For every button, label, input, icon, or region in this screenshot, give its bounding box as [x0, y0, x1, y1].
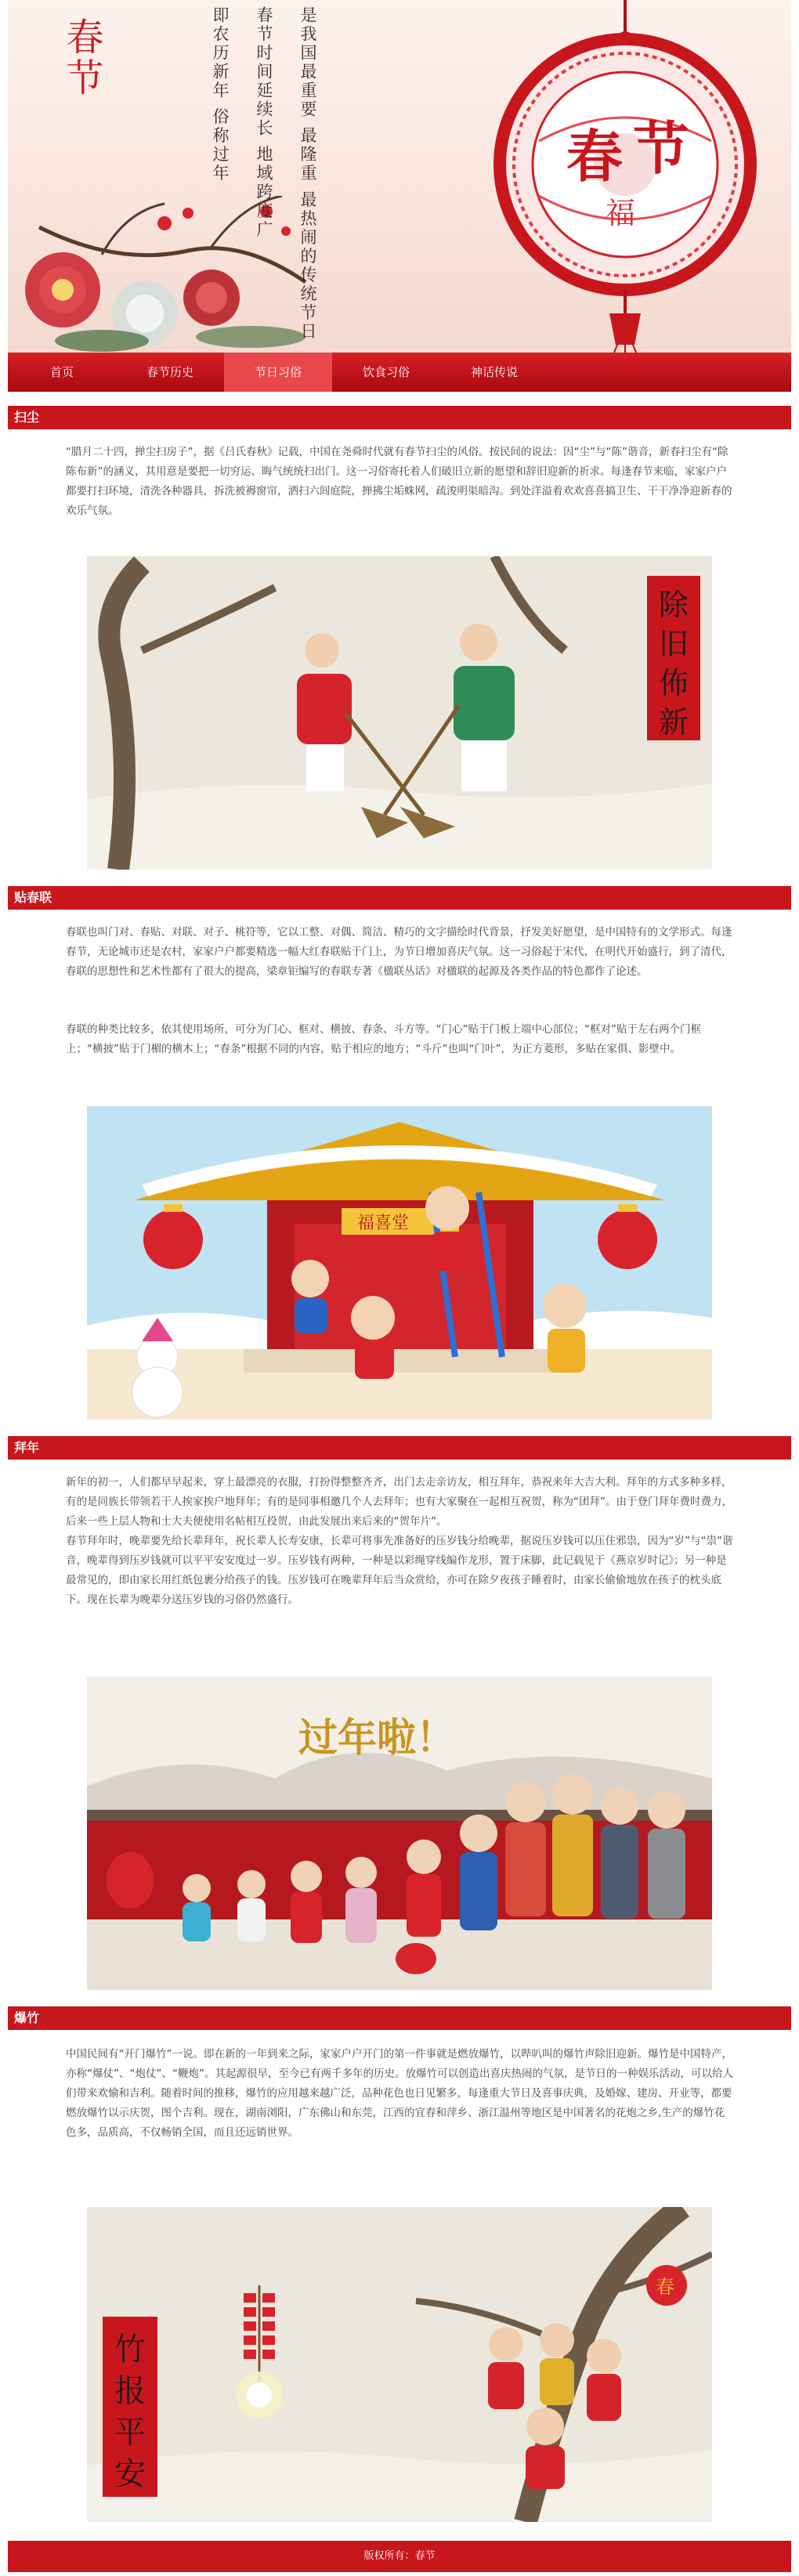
nav-item-food[interactable]: 饮食习俗	[362, 365, 410, 379]
section-paragraph: 新年的初一，人们都早早起来，穿上最漂亮的衣服，打扮得整整齐齐，出门去走亲访友，相互拜年，恭祝来年大吉大利。拜年的方式多种多样，有的是同族长带领若干人挨家挨户地拜年；有的是同事相邀几个人去拜年；也有大家聚在一起相互祝贺，称为“团拜”。由于登门拜年费时费力，后来一些上层人物和士大夫便使用名帖相互投贺，由此发展出来后来的“贺年片”。	[66, 1476, 732, 1528]
sweeping-illustration	[87, 556, 712, 870]
couplet-char: 报	[114, 2373, 146, 2409]
nav-item-legends[interactable]: 神话传说	[470, 365, 518, 379]
banner-text: 过年啦！	[298, 1714, 455, 1760]
section-title-sweeping: 扫尘	[8, 406, 791, 429]
section-paragraph: 春节拜年时，晚辈要先给长辈拜年，祝长辈人长寿安康，长辈可将事先准备好的压岁钱分给晚辈，据说压岁钱可以压住邪祟，因为“岁”与“祟”谐音，晚辈得到压岁钱就可以平平安安度过一岁。压岁钱有两种，一种是以彩绳穿线编作龙形，置于床脚，此记载见于《燕京岁时记》；另一种是最常见的，即由家长用红纸包裹分给孩子的钱。压岁钱可在晚辈拜年后当众赏给，亦可在除夕夜孩子睡着时，由家长偷偷地放在孩子的枕头底下。现在长辈为晚辈分送压岁钱的习俗仍然盛行。	[66, 1535, 733, 1606]
couplet-char: 新	[659, 705, 689, 740]
section-paragraph: “腊月二十四，掸尘扫房子”，据《吕氏春秋》记载，中国在尧舜时代就有春节扫尘的风俗。按民间的说法：因“尘”与“陈”谐音，新春扫尘有“除陈布新”的涵义，其用意是要把一切穷运、晦气统统扫出门。这一习俗寄托着人们破旧立新的愿望和辞旧迎新的祈求。每逢春节来临，家家户户都要打扫环境，清洗各种器具，拆洗被褥窗帘，洒扫六闾庭院，掸拂尘垢蛛网，疏浚明渠暗沟。到处洋溢着欢欢喜喜搞卫生、干干净净迎新春的欢乐气氛。	[66, 446, 732, 517]
section-paragraph: 中国民间有“开门爆竹”一说。即在新的一年到来之际，家家户户开门的第一件事就是燃放爆竹，以哔叭叫的爆竹声除旧迎新。爆竹是中国特产，亦称“爆仗”、“炮仗”、“鞭炮”。其起源很早，至今已有两千多年的历史。放爆竹可以创造出喜庆热闹的气氛，是节日的一种娱乐活动，可以给人们带来欢愉和吉利。随着时间的推移，爆竹的应用越来越广泛，品种花色也日见繁多，每逢重大节日及喜事庆典，及婚嫁、建房、开业等，都要燃放爆竹以示庆贺，图个吉利。现在，湖南浏阳，广东佛山和东莞，江西的宜春和萍乡、浙江温州等地区是中国著名的花炮之乡,生产的爆竹花色多，品质高，不仅畅销全国，而且还远销世界。	[66, 2048, 733, 2139]
site-title: 春节	[60, 17, 103, 99]
section-title-new-year-greetings: 拜年	[8, 1436, 791, 1460]
section-paragraph: 春联的种类比较多，依其使用场所，可分为门心、框对、横披、春条、斗方等。“门心”贴于门板上端中心部位；“框对”贴于左右两个门框上；“横披”贴于门楣的横木上；“春条”根据不同的内容，贴于相应的地方；“斗斤”也叫“门叶”，为正方菱形，多贴在家俱、影壁中。	[66, 1023, 701, 1055]
intro-column-2: 春节时间延续长 地域跨度广	[255, 6, 273, 240]
couplet-char: 平	[114, 2415, 146, 2451]
lantern-char: 春	[656, 2276, 674, 2298]
new-year-greeting-illustration	[87, 1677, 712, 1990]
site-footer: 版权所有：春节	[8, 2541, 791, 2572]
section-title-firecrackers: 爆竹	[8, 2006, 791, 2030]
couplet-char: 除	[659, 588, 689, 622]
lantern-char-jie: 节	[633, 115, 690, 182]
section-title-couplets: 贴春联	[8, 886, 791, 910]
nav-item-customs[interactable]: 节日习俗	[224, 353, 332, 392]
nav-item-history[interactable]: 春节历史	[146, 365, 193, 379]
intro-column-1: 是我国最重要 最隆重 最热闹的传统节日	[298, 6, 317, 342]
plaque-text: 福喜堂	[357, 1214, 410, 1233]
intro-column-3: 即农历新年 俗称过年	[211, 6, 230, 183]
couplet-char: 佈	[659, 666, 689, 700]
lantern-knot-illustration	[429, 0, 758, 353]
firecrackers-illustration	[87, 2207, 712, 2522]
couplet-char: 竹	[114, 2332, 146, 2368]
nav-item-home[interactable]: 首页	[49, 365, 74, 379]
couplets-illustration	[87, 1106, 712, 1420]
lantern-char-fu: 福	[606, 196, 636, 230]
lantern-char-chun: 春	[566, 123, 624, 190]
couplet-char: 旧	[659, 627, 689, 661]
site-header	[8, 0, 791, 353]
main-nav	[8, 353, 791, 392]
section-paragraph: 春联也叫门对、春贴、对联、对子、桃符等，它以工整、对偶、简洁、精巧的文字描绘时代背景，抒发美好愿望，是中国特有的文学形式。每逢春节，无论城市还是农村，家家户户都要精选一幅大红春联贴于门上，为节日增加喜庆气氛。这一习俗起于宋代，在明代开始盛行，到了清代，春联的思想性和艺术性都有了很大的提高，梁章钜编写的春联专著《楹联丛话》对楹联的起源及各类作品的特色都作了论述。	[66, 926, 732, 978]
couplet-char: 安	[114, 2456, 146, 2492]
